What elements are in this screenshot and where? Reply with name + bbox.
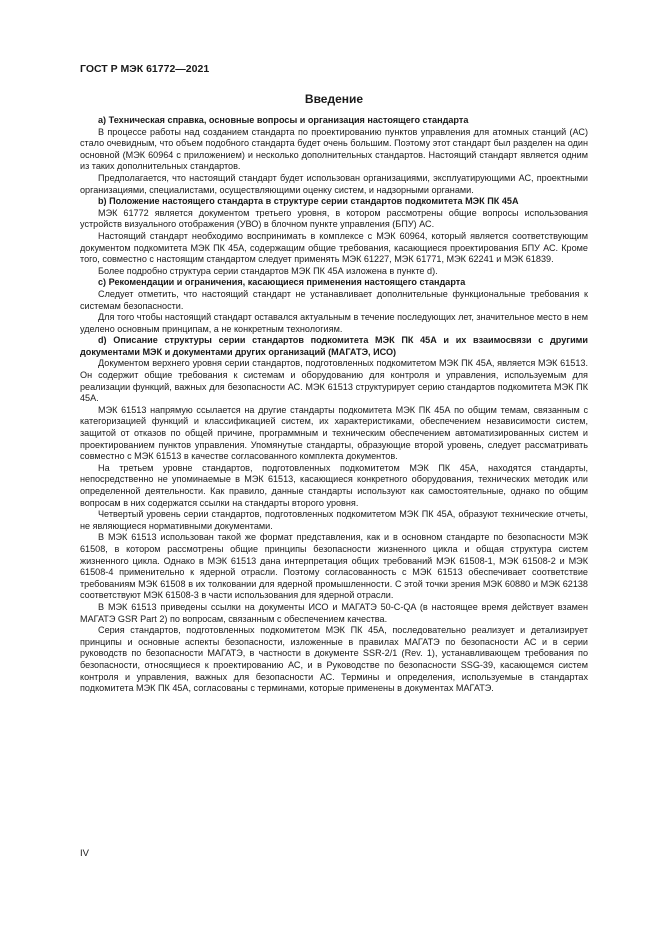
paragraph: Более подробно структура серии стандартов МЭК ПК 45А изложена в пункте d). <box>98 265 438 276</box>
subsection-heading-d: d) Описание структуры серии стандартов подкомитета МЭК ПК 45А и их взаимосвязи с другими документами МЭК и документами других организаций (МАГАТЭ, ИСО) <box>80 335 588 357</box>
introduction-section <box>80 92 588 695</box>
section-title: Введение <box>304 92 364 106</box>
paragraph: Четвертый уровень серии стандартов, подготовленных подкомитетом МЭК ПК 45А, образуют технические отчеты, не являющиеся нормативными документами. <box>80 509 588 531</box>
paragraph: Документом верхнего уровня серии стандартов, подготовленных подкомитетом МЭК ПК 45А, является МЭК 61513. Он содержит общие требования к системам и оборудованию для контроля и управления, используемым для реализации функций, важных для безопасности АС. МЭК 61513 структурирует серию стандартов подкомитета МЭК ПК 45А. <box>80 358 588 404</box>
paragraph: На третьем уровне стандартов, подготовленных подкомитетом МЭК ПК 45А, находятся стандарты, непосредственно не упоминаемые в МЭК 61513, касающиеся конкретного оборудования, технических методик или определенной деятельности. Как правило, данные стандарты используют как самостоятельные, однако по общим вопросам в них содержатся ссылки на стандарты второго уровня. <box>80 462 588 508</box>
subsection-heading-a: a) Техническая справка, основные вопросы и организация настоящего стандарта <box>98 115 469 125</box>
paragraph: В процессе работы над созданием стандарта по проектированию пунктов управления для атомных станций (АС) стало очевидным, что объем подобного стандарта будет очень большим. Поэтому этот стандарт был разделен на один основной (МЭК 60964 с приложением) и несколько дополнительных стандартов. Настоящий стандарт является одним из таких дополнительных стандартов. <box>80 126 588 172</box>
paragraph: МЭК 61513 напрямую ссылается на другие стандарты подкомитета МЭК ПК 45А по общим темам, связанным с категоризацией функций и классификацией систем, их характеристиками, обеспечением независимости систем, защитой от отказов по общей причине, программным и техническим обеспечением автоматизированных систем и проектированием пунктов управления. Упомянутые стандарты, образующие второй уровень, следует рассматривать совместно с МЭК 61513 в качестве согласованного комплекта документов. <box>80 404 588 462</box>
paragraph: МЭК 61772 является документом третьего уровня, в котором рассмотрены общие вопросы использования устройств визуального отображения (УВО) в блочном пункте управления (БПУ) АС. <box>80 207 588 230</box>
paragraph: Для того чтобы настоящий стандарт оставался актуальным в течение последующих лет, значительное место в нем уделено основным принципам, а не конкретным технологиям. <box>80 312 588 334</box>
paragraph: Предполагается, что настоящий стандарт будет использован организациями, эксплуатирующими АС, проектными организациями, специалистами, осуществляющими оценку систем, и надзорными органами. <box>80 172 588 195</box>
paragraph: Настоящий стандарт необходимо воспринимать в комплексе с МЭК 60964, который является соответствующим документом подкомитета МЭК ПК 45А, содержащим общие требования, касающиеся проектирования БПУ АС. Кроме того, совместно с настоящим стандартом следует применять МЭК 61227, МЭК 61771, МЭК 62241 и МЭК 61839. <box>80 230 588 265</box>
page-number: IV <box>80 848 89 859</box>
paragraph: Серия стандартов, подготовленных подкомитетом МЭК ПК 45А, последовательно реализует и детализирует принципы и основные аспекты безопасности, изложенные в правилах МАГАТЭ по безопасности АС и в серии руководств по безопасности МАГАТЭ, в частности в документе SSR-2/1 (Rev. 1), устанавливающем требования по безопасности, относящиеся к проектированию АС, и в Руководстве по безопасности SSG-39, касающемся систем контроля и управления, важных для безопасности АС. Термины и определения, используемые в стандартах подкомитета МЭК ПК 45А, согласованы с терминами, которые применены в документах МАГАТЭ. <box>80 625 588 694</box>
paragraph: В МЭК 61513 приведены ссылки на документы ИСО и МАГАТЭ 50-С-QA (в настоящее время действует взамен МАГАТЭ GSR Part 2) по вопросам, связанным с обеспечением качества. <box>80 601 588 624</box>
document-header: ГОСТ Р МЭК 61772—2021 <box>80 63 210 75</box>
subsection-heading-b: b) Положение настоящего стандарта в структуре серии стандартов подкомитета МЭК ПК 45А <box>98 196 519 207</box>
paragraph: В МЭК 61513 использован такой же формат представления, как и в основном стандарте по безопасности МЭК 61508, в котором рассмотрены общие принципы безопасности жизненного цикла и общая структура систем жизненного цикла. Однако в МЭК 61513 дана интерпретация общих требований МЭК 61508-1, МЭК 61508-2 и МЭК 61508-4 применительно к ядерной отрасли. Поэтому согласованность с МЭК 61513 обеспечивает соответствие требованиям МЭК 61508 в их толковании для ядерной промышленности. С этой точки зрения МЭК 60880 и МЭК 62138 соответствуют МЭК 61508-3 в части использования для ядерной отрасли. <box>80 532 588 601</box>
paragraph: Следует отметить, что настоящий стандарт не устанавливает дополнительные функциональные требования к системам безопасности. <box>80 288 588 311</box>
subsection-heading-c: c) Рекомендации и ограничения, касающиеся применения настоящего стандарта <box>98 277 466 288</box>
